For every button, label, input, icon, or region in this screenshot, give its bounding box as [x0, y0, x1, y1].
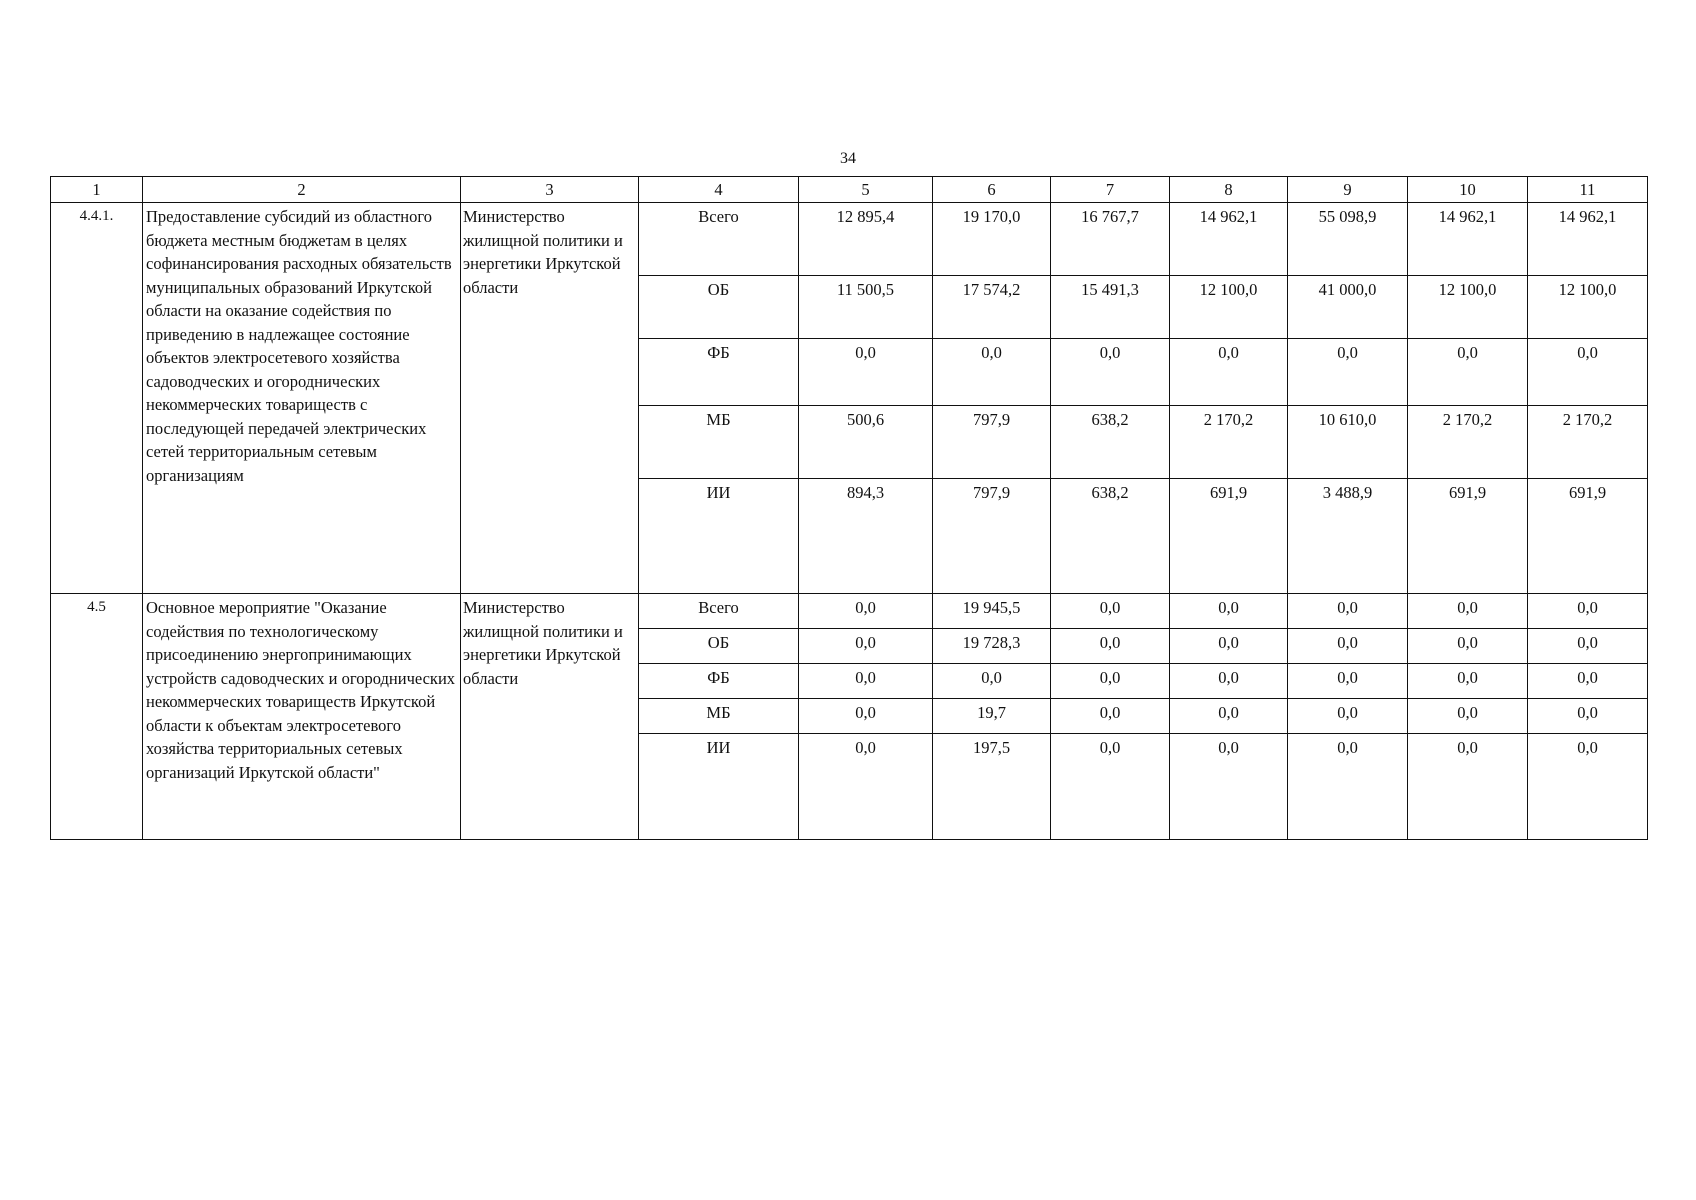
funding-source: ОБ: [639, 629, 799, 664]
item-name: Основное мероприятие "Оказание содействия по технологическому присоединению энергопринимающих устройств садоводческих и огороднических некоммерческих товариществ Иркутской области к объектам электросетевого хозяйства территориальных сетевых организаций Иркутской области": [143, 594, 461, 840]
value-cell: 0,0: [1528, 699, 1648, 734]
funding-source: ФБ: [639, 664, 799, 699]
value-cell: 638,2: [1051, 479, 1170, 594]
value-cell: 0,0: [1528, 594, 1648, 629]
funding-source: МБ: [639, 699, 799, 734]
funding-source: Всего: [639, 594, 799, 629]
value-cell: 14 962,1: [1170, 203, 1288, 276]
value-cell: 691,9: [1170, 479, 1288, 594]
value-cell: 12 100,0: [1528, 276, 1648, 339]
value-cell: 0,0: [1288, 629, 1408, 664]
value-cell: 0,0: [1170, 629, 1288, 664]
value-cell: 0,0: [1408, 664, 1528, 699]
value-cell: 16 767,7: [1051, 203, 1170, 276]
value-cell: 19 945,5: [933, 594, 1051, 629]
value-cell: 691,9: [1408, 479, 1528, 594]
value-cell: 0,0: [1528, 339, 1648, 406]
value-cell: 0,0: [1288, 664, 1408, 699]
value-cell: 2 170,2: [1408, 406, 1528, 479]
value-cell: 0,0: [1528, 734, 1648, 840]
value-cell: 0,0: [1408, 594, 1528, 629]
column-header: 7: [1051, 177, 1170, 203]
value-cell: 500,6: [799, 406, 933, 479]
value-cell: 0,0: [799, 699, 933, 734]
value-cell: 0,0: [799, 594, 933, 629]
column-header: 2: [143, 177, 461, 203]
item-number: 4.4.1.: [51, 203, 143, 594]
column-header: 9: [1288, 177, 1408, 203]
value-cell: 638,2: [1051, 406, 1170, 479]
value-cell: 55 098,9: [1288, 203, 1408, 276]
value-cell: 2 170,2: [1528, 406, 1648, 479]
column-header: 11: [1528, 177, 1648, 203]
value-cell: 0,0: [1051, 734, 1170, 840]
value-cell: 0,0: [1528, 629, 1648, 664]
item-responsible: Министерство жилищной политики и энергетики Иркутской области: [461, 203, 639, 594]
column-header-row: [51, 177, 1648, 203]
value-cell: 0,0: [1288, 699, 1408, 734]
value-cell: 2 170,2: [1170, 406, 1288, 479]
value-cell: 0,0: [1408, 734, 1528, 840]
value-cell: 19,7: [933, 699, 1051, 734]
value-cell: 0,0: [1528, 664, 1648, 699]
value-cell: 0,0: [1408, 339, 1528, 406]
column-header: 3: [461, 177, 639, 203]
value-cell: 0,0: [1051, 664, 1170, 699]
value-cell: 0,0: [1288, 734, 1408, 840]
value-cell: 0,0: [933, 339, 1051, 406]
column-header: 6: [933, 177, 1051, 203]
funding-source: ИИ: [639, 734, 799, 840]
funding-source: МБ: [639, 406, 799, 479]
funding-source: ФБ: [639, 339, 799, 406]
value-cell: 0,0: [1051, 629, 1170, 664]
table-row: [51, 203, 1648, 276]
value-cell: 797,9: [933, 479, 1051, 594]
value-cell: 14 962,1: [1408, 203, 1528, 276]
value-cell: 41 000,0: [1288, 276, 1408, 339]
budget-table: [50, 176, 1648, 840]
value-cell: 0,0: [1288, 594, 1408, 629]
value-cell: 3 488,9: [1288, 479, 1408, 594]
value-cell: 14 962,1: [1528, 203, 1648, 276]
value-cell: 197,5: [933, 734, 1051, 840]
value-cell: 11 500,5: [799, 276, 933, 339]
value-cell: 0,0: [799, 629, 933, 664]
funding-source: ИИ: [639, 479, 799, 594]
value-cell: 15 491,3: [1051, 276, 1170, 339]
value-cell: 0,0: [1170, 339, 1288, 406]
value-cell: 19 170,0: [933, 203, 1051, 276]
value-cell: 0,0: [1051, 699, 1170, 734]
column-header: 4: [639, 177, 799, 203]
value-cell: 797,9: [933, 406, 1051, 479]
funding-source: ОБ: [639, 276, 799, 339]
column-header: 10: [1408, 177, 1528, 203]
value-cell: 0,0: [1170, 734, 1288, 840]
value-cell: 0,0: [1408, 629, 1528, 664]
item-name: Предоставление субсидий из областного бюджета местным бюджетам в целях софинансирования расходных обязательств муниципальных образований Иркутской области на оказание содействия по приведению в надлежащее состояние объектов электросетевого хозяйства садоводческих и огороднических некоммерческих товариществ с последующей передачей электрических сетей территориальным сетевым организациям: [143, 203, 461, 594]
value-cell: 0,0: [1408, 699, 1528, 734]
item-responsible: Министерство жилищной политики и энергетики Иркутской области: [461, 594, 639, 840]
value-cell: 12 100,0: [1408, 276, 1528, 339]
value-cell: 0,0: [933, 664, 1051, 699]
value-cell: 17 574,2: [933, 276, 1051, 339]
value-cell: 0,0: [1051, 594, 1170, 629]
value-cell: 0,0: [1170, 594, 1288, 629]
value-cell: 0,0: [799, 339, 933, 406]
value-cell: 10 610,0: [1288, 406, 1408, 479]
value-cell: 12 100,0: [1170, 276, 1288, 339]
page-number: 34: [840, 150, 856, 167]
value-cell: 0,0: [1051, 339, 1170, 406]
value-cell: 0,0: [1170, 699, 1288, 734]
column-header: 5: [799, 177, 933, 203]
value-cell: 0,0: [1288, 339, 1408, 406]
funding-source: Всего: [639, 203, 799, 276]
value-cell: 0,0: [799, 734, 933, 840]
column-header: 1: [51, 177, 143, 203]
item-number: 4.5: [51, 594, 143, 840]
value-cell: 0,0: [1170, 664, 1288, 699]
value-cell: 691,9: [1528, 479, 1648, 594]
value-cell: 894,3: [799, 479, 933, 594]
table-row: [51, 594, 1648, 629]
value-cell: 12 895,4: [799, 203, 933, 276]
value-cell: 19 728,3: [933, 629, 1051, 664]
column-header: 8: [1170, 177, 1288, 203]
value-cell: 0,0: [799, 664, 933, 699]
